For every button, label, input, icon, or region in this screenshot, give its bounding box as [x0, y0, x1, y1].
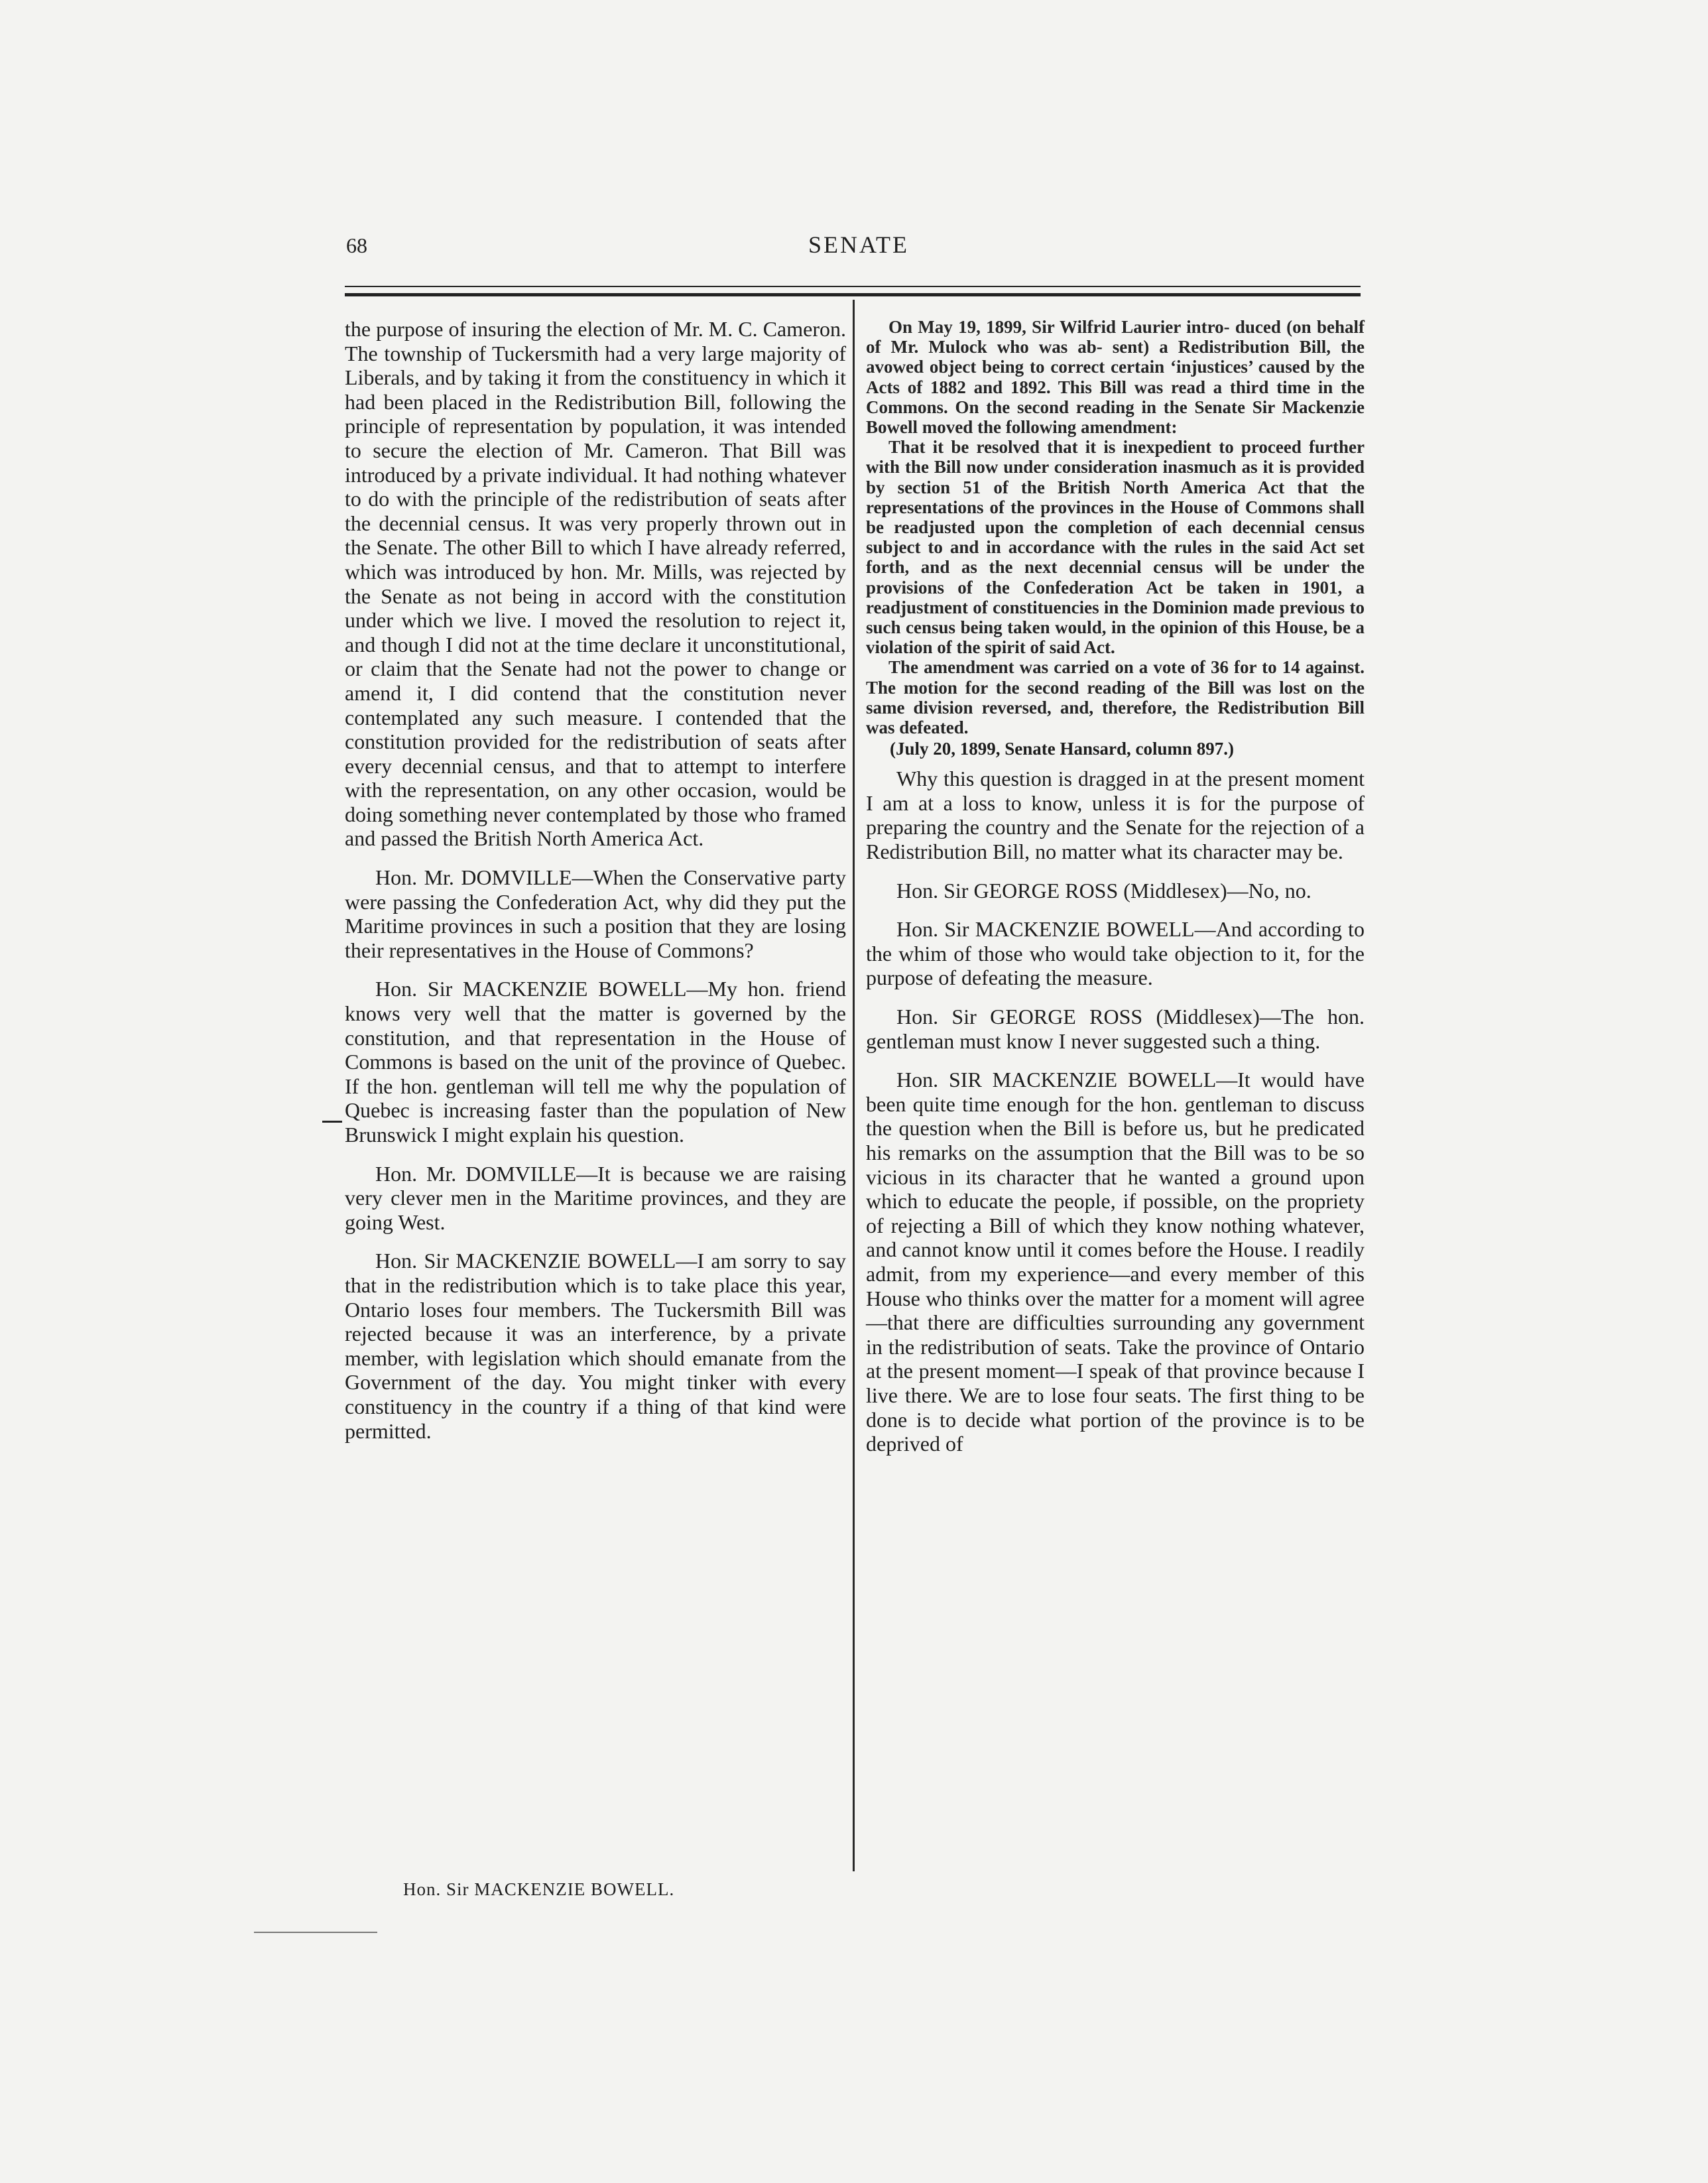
right-column: [866, 317, 1365, 1456]
paragraph: Hon. Mr. DOMVILLE—It is because we are raising very clever men in the Maritime provinces, and they are going West.: [345, 1161, 846, 1234]
paragraph: Hon. Sir MACKENZIE BOWELL—My hon. friend knows very well that the matter is governed by the constitution, and that representation in the House of Commons is based on the unit of the province of Quebec. If the hon. gentleman will tell me why the population of Quebec is increasing faster than the population of New Brunswick I might explain his question.: [345, 977, 846, 1147]
footer-rule: [254, 1932, 377, 1933]
editorial-note: [866, 317, 1365, 737]
note-paragraph: The amendment was carried on a vote of 36 for to 14 against. The motion for the second reading of the Bill was lost on the same division reversed, and, therefore, the Redistribution Bill was defeated.: [866, 657, 1365, 738]
note-paragraph: On May 19, 1899, Sir Wilfrid Laurier intro- duced (on behalf of Mr. Mulock who was ab- sent) a Redistribution Bill, the avowed object being to correct certain ‘injustices’ caused by the Acts of 1882 and 1892. This Bill was read a third time in the Commons. On the second reading in the Senate Sir Mackenzie Bowell moved the following amendment:: [866, 317, 1365, 438]
running-head: SENATE: [808, 231, 909, 258]
paragraph: Hon. Sir MACKENZIE BOWELL—And according to the whim of those who would take objection to it, for the purpose of defeating the measure.: [866, 917, 1365, 990]
paragraph: Hon. Sir MACKENZIE BOWELL—I am sorry to say that in the redistribution which is to take place this year, Ontario loses four members. The Tuckersmith Bill was rejected because it was an interference, by a private member, with legislation which should emanate from the Government of the day. You might tinker with every constituency in the country if a thing of that kind were permitted.: [345, 1249, 846, 1443]
paragraph: Hon. Sir GEORGE ROSS (Middlesex)—The hon. gentleman must know I never suggested such a thing.: [866, 1005, 1365, 1053]
note-paragraph: That it be resolved that it is inexpedient to proceed further with the Bill now under consideration inasmuch as it is provided by section 51 of the British North America Act that the representations of the provinces in the House of Commons shall be readjusted upon the completion of each decennial census subject to and in accordance with the rules in the said Act set forth, and as the next decennial census will be under the provisions of the Confederation Act be taken in 1901, a readjustment of constituencies in the Dominion made previous to such census being taken would, in the opinion of this House, be a violation of the spirit of said Act.: [866, 437, 1365, 658]
paragraph: Hon. Sir GEORGE ROSS (Middlesex)—No, no.: [896, 878, 1312, 903]
paragraph: Why this question is dragged in at the present moment I am at a loss to know, unless it is for the purpose of preparing the country and the Senate for the rejection of a Redistribution Bill, no matter what its character may be.: [866, 767, 1365, 864]
paragraph: Hon. SIR MACKENZIE BOWELL—It would have been quite time enough for the hon. gentleman to discuss the question when the Bill is before us, but he predicated his remarks on the assumption that the Bill was to be so vicious in its character that he wanted a ground upon which to educate the people, if possible, on the propriety of rejecting a Bill of which they know nothing whatever, and cannot know until it comes before the House. I readily admit, from my experience—and every member of this House who thinks over the matter for a moment will agree—that there are difficulties surrounding any government in the redistribution of seats. Take the province of Ontario at the present moment—I speak of that province because I live there. We are to lose four seats. The first thing to be done is to decide what portion of the province is to be deprived of: [866, 1068, 1365, 1456]
footer-speaker-line: Hon. Sir MACKENZIE BOWELL.: [403, 1879, 675, 1899]
page-number: 68: [346, 233, 367, 257]
header-rule-thick: [345, 293, 1361, 296]
paragraph: the purpose of insuring the election of Mr. M. C. Cameron. The township of Tuckersmith had a very large majority of Liberals, and by taking it from the constituency in which it had been placed in the Redistribution Bill, following the principle of representation by population, it was intended to secure the election of Mr. Cameron. That Bill was introduced by a private individual. It had nothing whatever to do with the principle of the redistribution of seats after the decennial census. It was very properly thrown out in the Senate. The other Bill to which I have already referred, which was introduced by hon. Mr. Mills, was rejected by the Senate as not being in accord with the constitution under which we live. I moved the resolution to reject it, and though I did not at the time declare it unconstitutional, or claim that the Senate had not the power to change or amend it, I did contend that the constitution never contemplated any such measure. I contended that the constitution provided for the redistribution of seats after every decennial census, and that to attempt to interfere with the representation, on any other occasion, would be doing something never contemplated by those who framed and passed the British North America Act.: [345, 317, 846, 851]
column-divider: [853, 300, 855, 1871]
left-column: [345, 317, 846, 1443]
paragraph: Hon. Mr. DOMVILLE—When the Conservative party were passing the Confederation Act, why did they put the Maritime provinces in such a position that they are losing their representatives in the House of Commons?: [345, 865, 846, 962]
citation: (July 20, 1899, Senate Hansard, column 897.): [890, 739, 1235, 759]
margin-mark: [322, 1121, 342, 1123]
header-rule: [345, 286, 1361, 287]
